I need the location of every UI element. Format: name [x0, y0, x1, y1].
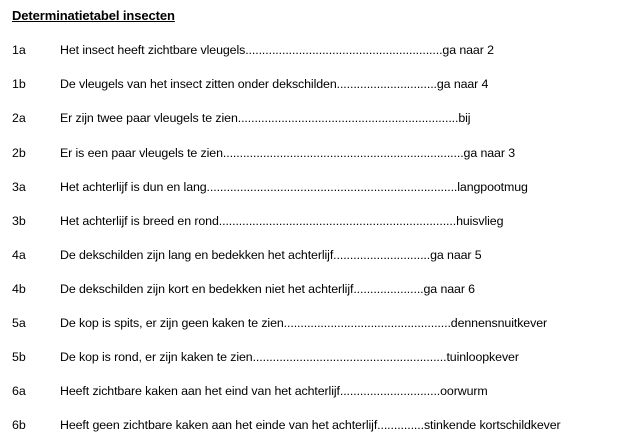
key-row-2b [0, 144, 629, 162]
row-code: 5a [12, 316, 26, 330]
key-row-6b [0, 416, 629, 434]
key-row-3b [0, 212, 629, 230]
key-row-3a [0, 178, 629, 196]
row-text: Er zijn twee paar vleugels te zien..................................................................bij [60, 111, 471, 125]
key-row-4a [0, 246, 629, 264]
row-code: 3a [12, 180, 26, 194]
page-title: Determinatietabel insecten [12, 8, 175, 23]
row-code: 4b [12, 282, 26, 296]
row-text: Het achterlijf is dun en lang...........................................................................langpootmug [60, 180, 528, 194]
row-code: 2b [12, 146, 26, 160]
row-text: Heeft geen zichtbare kaken aan het einde van het achterlijf..............stinkende kortschildkever [60, 418, 561, 432]
key-row-4b [0, 280, 629, 298]
row-text: De dekschilden zijn kort en bedekken niet het achterlijf.....................ga naar 6 [60, 282, 475, 296]
key-row-2a [0, 109, 629, 127]
row-code: 6b [12, 418, 26, 432]
row-text: De dekschilden zijn lang en bedekken het achterlijf.............................ga naar 5 [60, 248, 482, 262]
key-row-1a [0, 41, 629, 59]
row-code: 1b [12, 77, 26, 91]
row-text: Er is een paar vleugels te zien........................................................................ga naar 3 [60, 146, 516, 160]
row-code: 5b [12, 350, 26, 364]
row-text: Het achterlijf is breed en rond.......................................................................huisvlieg [60, 214, 504, 228]
row-code: 3b [12, 214, 26, 228]
key-row-5a [0, 314, 629, 332]
key-row-5b [0, 348, 629, 366]
row-text: De kop is spits, er zijn geen kaken te zien..................................................dennensnuitkever [60, 316, 548, 330]
row-code: 1a [12, 43, 26, 57]
row-code: 6a [12, 384, 26, 398]
row-text: Heeft zichtbare kaken aan het eind van het achterlijf..............................oorwurm [60, 384, 488, 398]
row-code: 4a [12, 248, 26, 262]
key-row-6a [0, 382, 629, 400]
row-text: Het insect heeft zichtbare vleugels...........................................................ga naar 2 [60, 43, 494, 57]
row-code: 2a [12, 111, 26, 125]
key-row-1b [0, 75, 629, 93]
row-text: De vleugels van het insect zitten onder dekschilden..............................ga naar 4 [60, 77, 489, 91]
row-text: De kop is rond, er zijn kaken te zien..........................................................tuinloopkever [60, 350, 519, 364]
